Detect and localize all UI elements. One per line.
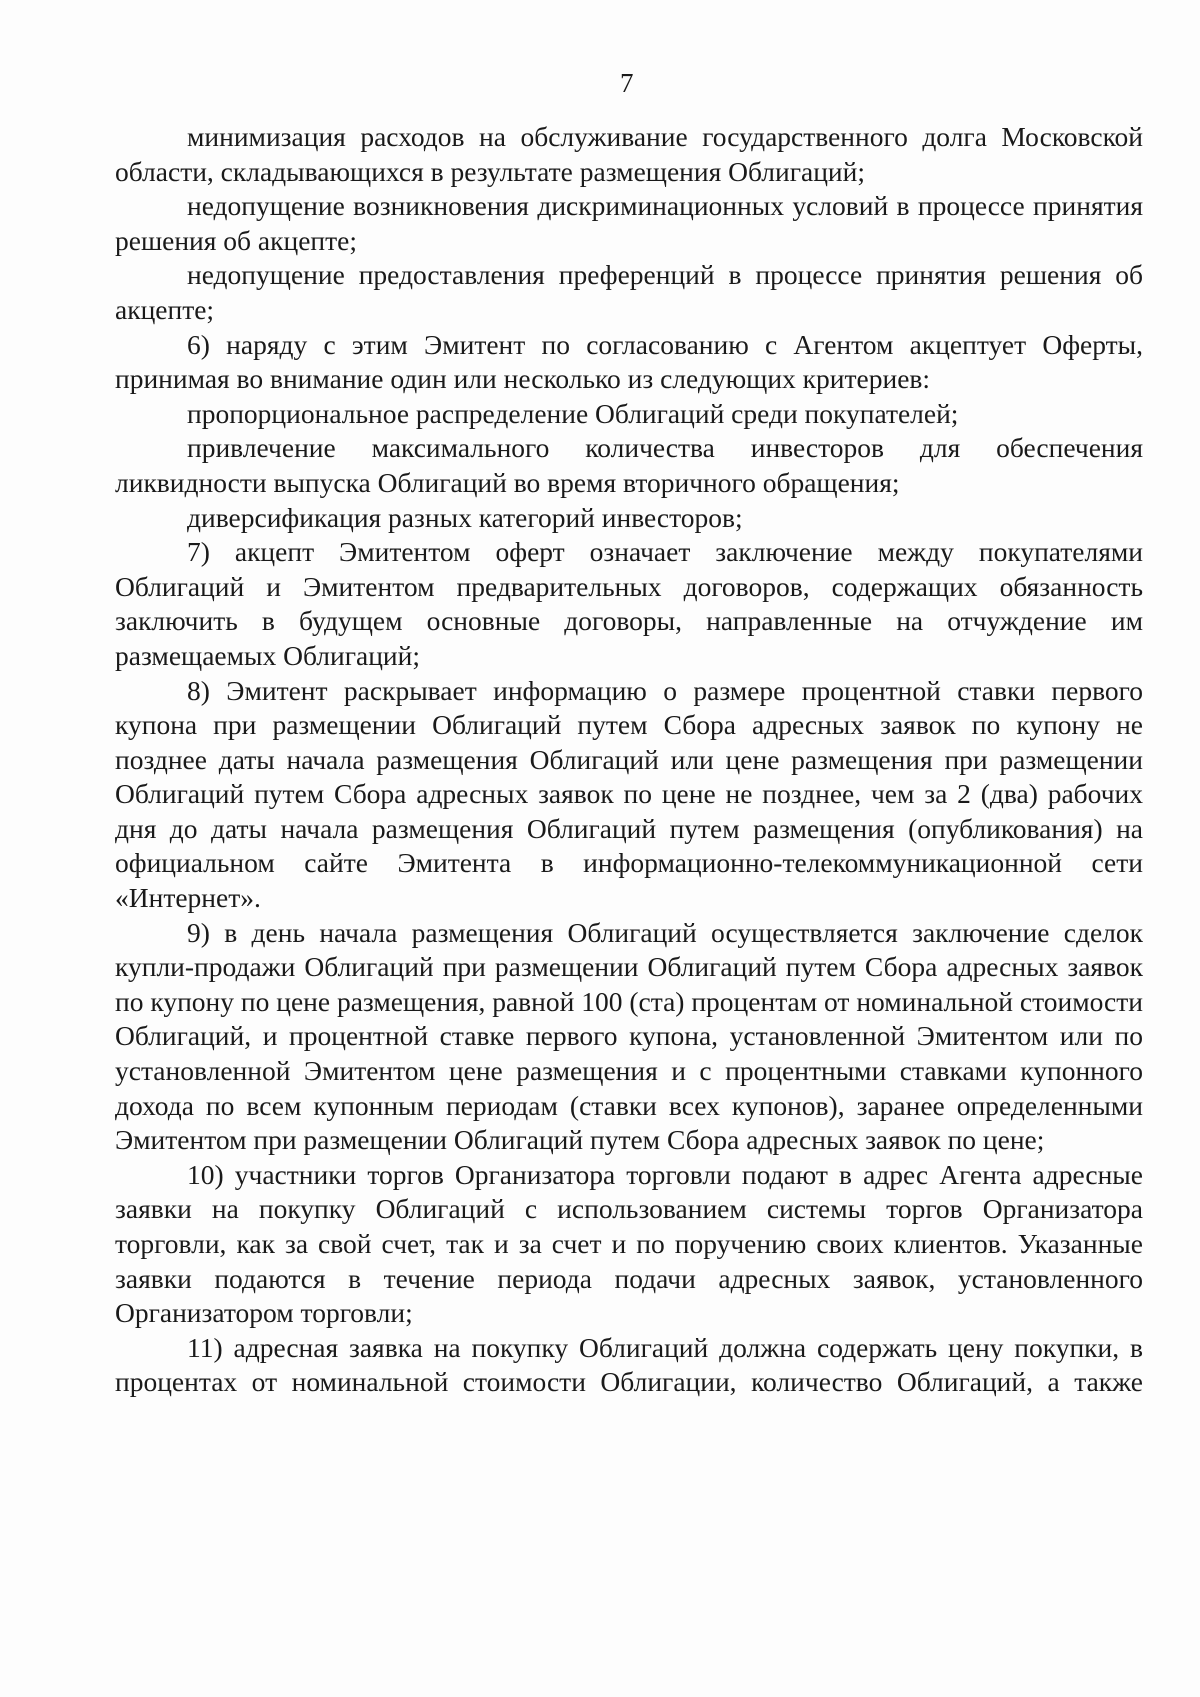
page-number: 7 [620,68,634,98]
paragraph: диверсификация разных категорий инвесторов; [187,501,743,533]
paragraph: 7) акцепт Эмитентом оферт означает заключение между покупателями Облигаций и Эмитентом предварительных договоров, содержащих обязанность заключить в будущем основные договоры, направленные на отчуждение им размещаемых Облигаций; [115,536,1143,671]
paragraph: привлечение максимального количества инвесторов для обеспечения ликвидности выпуска Облигаций во время вторичного обращения; [115,432,1143,498]
paragraph: минимизация расходов на обслуживание государственного долга Московской области, складывающихся в результате размещения Облигаций; [115,121,1143,187]
paragraph: 6) наряду с этим Эмитент по согласованию с Агентом акцептует Оферты, принимая во внимание один или несколько из следующих критериев: [115,328,1143,395]
paragraph: 8) Эмитент раскрывает информацию о размере процентной ставки первого купона при размещении Облигаций путем Сбора адресных заявок по купону не позднее даты начала размещения Облигаций или цене размещения при размещении Облигаций путем Сбора адресных заявок по цене не позднее, чем за 2 (два) рабочих дня до даты начала размещения Облигаций путем размещения (опубликования) на официальном сайте Эмитента в информационно-телекоммуникационной сети «Интернет». [115,674,1143,914]
paragraph-continued: 11) адресная заявка на покупку Облигаций должна содержать цену покупки, в процентах от номинальной стоимости Облигации, количество Облигаций, а также [115,1331,1143,1398]
paragraph: 9) в день начала размещения Облигаций осуществляется заключение сделок купли-продажи Облигаций при размещении Облигаций путем Сбора адресных заявок по купону по цене размещения, равной 100 (ста) процентам от номинальной стоимости Облигаций, и процентной ставке первого купона, установленной Эмитентом или по установленной Эмитентом цене размещения и с процентными ставками купонного дохода по всем купонным периодам (ставки всех купонов), заранее определенными Эмитентом при размещении Облигаций путем Сбора адресных заявок по цене; [115,916,1143,1156]
paragraph: 10) участники торгов Организатора торговли подают в адрес Агента адресные заявки на покупку Облигаций с использованием системы торгов Организатора торговли, как за свой счет, так и за счет и по поручению своих клиентов. Указанные заявки подаются в течение периода подачи адресных заявок, установленного Организатором торговли; [115,1158,1143,1329]
document-body [115,120,1143,1400]
paragraph: недопущение предоставления преференций в процессе принятия решения об акцепте; [115,259,1143,325]
paragraph: недопущение возникновения дискриминационных условий в процессе принятия решения об акцепте; [115,190,1143,256]
paragraph: пропорциональное распределение Облигаций среди покупателей; [187,397,959,429]
